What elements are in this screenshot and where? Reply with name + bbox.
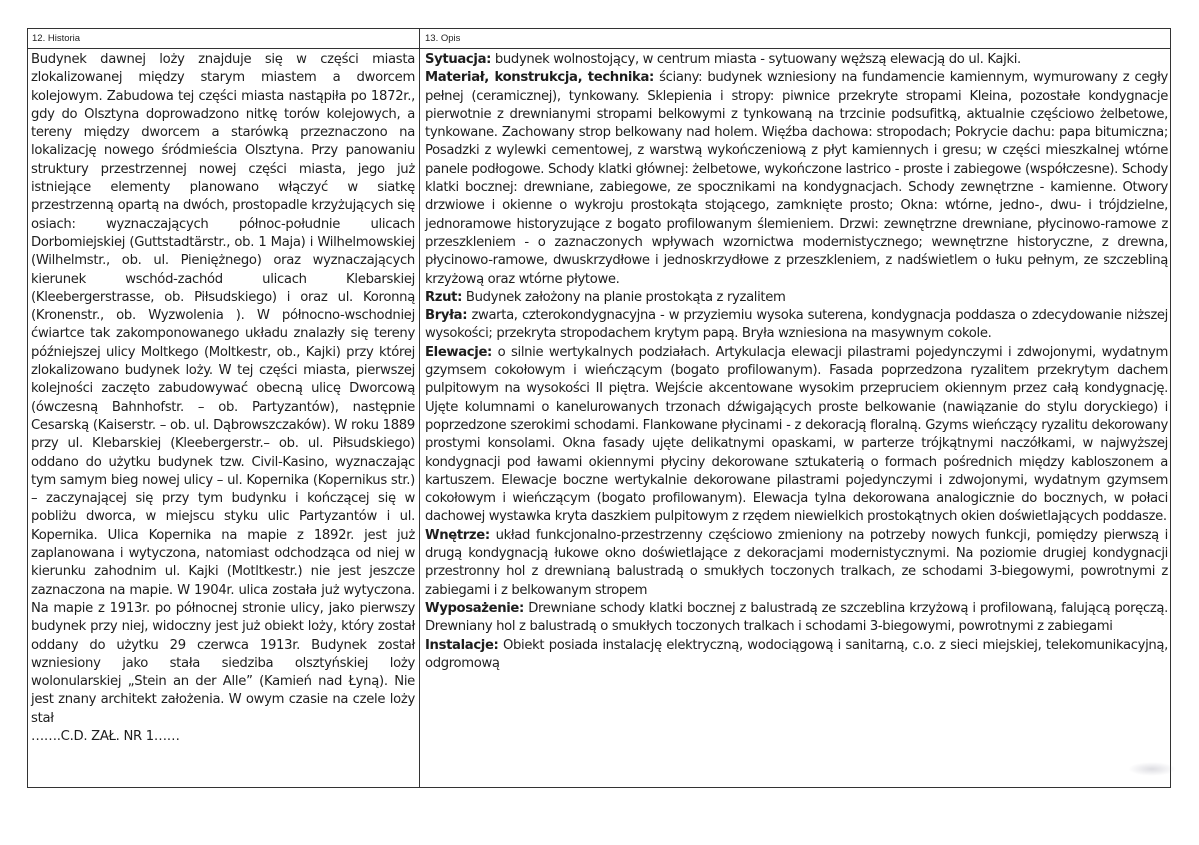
history-column	[31, 51, 415, 746]
paragraph-sytuacja	[425, 51, 1168, 69]
text-wnetrze: układ funkcjonalno-przestrzenny częściowo zmieniony na potrzeby nowych funkcji, pomiędzy pierwszą i drugą kondygnacją łukowe okno doświetlające z dekoracjami modernistycznymi. Na poziomie drugiej kondygnacji przestronny hol z drewnianą balustradą o smukłych toczonych tralkach, ze schodami 3-biegowymi, powrotnymi z zabiegami i z belkowanym stropem	[425, 527, 1168, 598]
history-text: Budynek dawnej loży znajduje się w części miasta zlokalizowanej między starym miastem a dworcem kolejowym. Zabudowa tej części miasta nastąpiła po 1872r., gdy do Olsztyna doprowadzono nitkę torów kolejowych, a tereny między dworcem a starówką przeznaczono na lokalizację nowego śródmieścia Olsztyna. Przy panowaniu struktury przestrzennej nowej części miasta, jego już istniejące elementy planowano włączyć w siatkę przestrzenną opartą na dwóch, prostopadle krzyżujących się osiach: wyznaczających północ-południe ulicach Dorbomiejskiej (Guttstadtärstr., ob. 1 Maja) i Wilhelmowskiej (Wilhelmstr., ob. ul. Pieniężnego) oraz wyznaczających kierunek wschód-zachód ulicach Klebarskiej (Kleebergerstrasse, ob. Piłsudskiego) i oraz ul. Koronną (Kronenstr., ob. Wyzwolenia ). W północno-wschodniej ćwiartce tak zakomponowanego układu znalazły się tereny późniejszej ulicy Moltkego (Moltkestr, ob., Kajki) przy której zlokalizowano budynek loży. W tej części miasta, pierwszej kolejności zaczęto zabudowywać obecną ulicę Dworcową (ówczesną Bahnhofstr. – ob. Partyzantów), następnie Cesarską (Kaiserstr. – ob. ul. Dąbrowszczaków). W roku 1889 przy ul. Klebarskiej (Kleebergerstr.– ob. ul. Piłsudskiego) oddano do użytku budynek tzw. Civil-Kasino, wyznaczając tym samym bieg nowej ulicy – ul. Kopernika (Kopernikus str.) – zaczynającej się przy tym budynku i kończącej się w pobliżu dworca, w miejscu styku ulic Partyzantów i ul. Kopernika. Ulica Kopernika na mapie z 1892r. jest już zaplanowana i wytyczona, natomiast odchodząca od niej w kierunku zahodnim ul. Kajki (Motltkestr.) nie jest jeszcze zaznaczona na mapie. W 1904r. ulica została już wytyczona. Na mapie z 1913r. po północnej stronie ulicy, jako pierwszy budynek przy niej, widoczny jest już obiekt loży, który został oddany do użytku 29 czerwca 1913r. Budynek został wzniesiony jako stała siedziba olsztyńskiej loży wolonularskiej „Stein an der Alle” (Kamień nad Łyną). Nie jest znany architekt założenia. W owym czasie na czele loży stał	[31, 52, 415, 726]
continuation-note: …….C.D. ZAŁ. NR 1……	[31, 728, 180, 744]
text-sytuacja: budynek wolnostojący, w centrum miasta - sytuowany węższą elewacją do ul. Kajki.	[491, 52, 1021, 67]
label-rzut: Rzut:	[425, 289, 463, 305]
label-wyposazenie: Wyposażenie:	[425, 600, 524, 616]
scan-smudge	[1128, 762, 1176, 776]
text-elewacje: o silnie wertykalnych podziałach. Artykulacja elewacji pilastrami pojedynczymi i zdwojonymi, wydatnym gzymsem cokołowym i wieńczącym (bogato profilowanym). Fasada poprzedzona ryzalitem przekrytym dachem pulpitowym na wysokości II piętra. Wejście akcentowane wysokim przepruciem okiennym przez całą kondygnację. Ujęte kolumnami o kanelurowanych trzonach dźwigających proste belkowanie (nawiązanie do stylu doryckiego) i poprzedzone szerokimi schodami. Flankowane płycinami - z dekoracją floralną. Gzyms wieńczący ryzalitu dekorowany prostymi konsolami. Okna fasady ujęte delikatnymi opaskami, w parterze trójkątnymi naczółkami, w najwyższej kondygnacji pod ławami okiennymi płyciny dekorowane sztukaterią o formach pośrednich między kabloszonem a kartuszem. Elewacje boczne wertykalnie dekorowane pilastrami pojedynczymi i zdwojonymi, wydatnym gzymsem cokołowym i wieńczącym (bogato profilowanym). Elewacja tylna dekorowana analogicznie do bocznych, w połaci dachowej wystawka kryta daszkiem pulpitowym z rzędem niewielkich prostokątnych okien doświetlających poddasze.	[425, 344, 1168, 525]
history-heading: 12. Historia	[32, 33, 81, 44]
text-instalacje: Obiekt posiada instalację elektryczną, wodociągową i sanitarną, c.o. z sieci miejskiej, telekomunikacyjną, odgromową	[425, 637, 1168, 671]
paragraph-material	[425, 69, 1168, 289]
column-divider	[419, 28, 420, 788]
paragraph-instalacje	[425, 637, 1168, 674]
paragraph-elewacje	[425, 344, 1168, 527]
label-sytuacja: Sytuacja:	[425, 52, 492, 67]
paragraph-rzut	[425, 289, 1168, 307]
label-bryla: Bryła:	[425, 308, 468, 324]
paragraph-bryla	[425, 307, 1168, 344]
paragraph-wnetrze	[425, 527, 1168, 600]
label-wnetrze: Wnętrze:	[425, 527, 490, 543]
text-wyposazenie: Drewniane schody klatki bocznej z balustradą ze szczeblina krzyżową i profilowaną, falującą poręczą. Drewniany hol z balustradą o smukłych toczonych tralkach i schodami 3-biegowymi, powrotnymi z zabiegami	[425, 600, 1168, 635]
description-heading: 13. Opis	[425, 33, 461, 44]
paragraph-wyposazenie	[425, 600, 1168, 637]
text-material: ściany: budynek wzniesiony na fundamencie kamiennym, wymurowany z cegły pełnej (ceramicznej), tynkowany. Sklepienia i stropy: piwnice przekryte stropami Kleina, pozostałe kondygnacje pierwotnie z drewnianymi stropami belkowymi z tynkowaną na trzcinie podsufitką, aktualnie częściowo żelbetowe, tynkowane. Zachowany strop belkowany nad holem. Więźba dachowa: stropodach; Pokrycie dachu: papa bitumiczna; Posadzki z wylewki cementowej, z warstwą wykończeniową z płyt kamiennych i gresu; w części mieszkalnej wtórne panele podłogowe. Schody klatki głównej: żelbetowe, wykończone lastrico - proste i zabiegowe (współczesne). Schody klatki bocznej: drewniane, zabiegowe, ze spocznikami na kondygnacjach. Schody zewnętrzne - kamienne. Otwory drzwiowe i okienne o wykroju prostokąta stojącego, zamknięte prosto; Okna: wtórne, jedno-, dwu- i trójdzielne, jednoramowe historyzujące z bogato profilowanym ślemieniem. Drzwi: zewnętrzne drewniane, płycinowo-ramowe z przeszkleniem - o zaznaczonych wpływach wzornictwa modernistycznego; wewnętrzne historyczne, z drewna, płycinowo-ramowe, dwuskrzydłowe i jednoskrzydłowe z przeszkleniem, z nadświetlem o łuku pełnym, ze szczebliną krzyżową oraz wtórne płytowe.	[425, 70, 1168, 287]
text-bryla: zwarta, czterokondygnacyjna - w przyziemiu wysoka suterena, kondygnacja poddasza o zdecydowanie niższej wysokości; przekryta stropodachem krytym papą. Bryła wzniesiona na masywnym cokole.	[425, 308, 1168, 342]
text-rzut: Budynek założony na planie prostokąta z ryzalitem	[462, 289, 786, 305]
label-material: Materiał, konstrukcja, technika:	[425, 70, 654, 86]
header-divider	[27, 48, 1171, 49]
label-instalacje: Instalacje:	[425, 637, 499, 653]
label-elewacje: Elewacje:	[425, 344, 492, 360]
description-column	[425, 51, 1168, 673]
